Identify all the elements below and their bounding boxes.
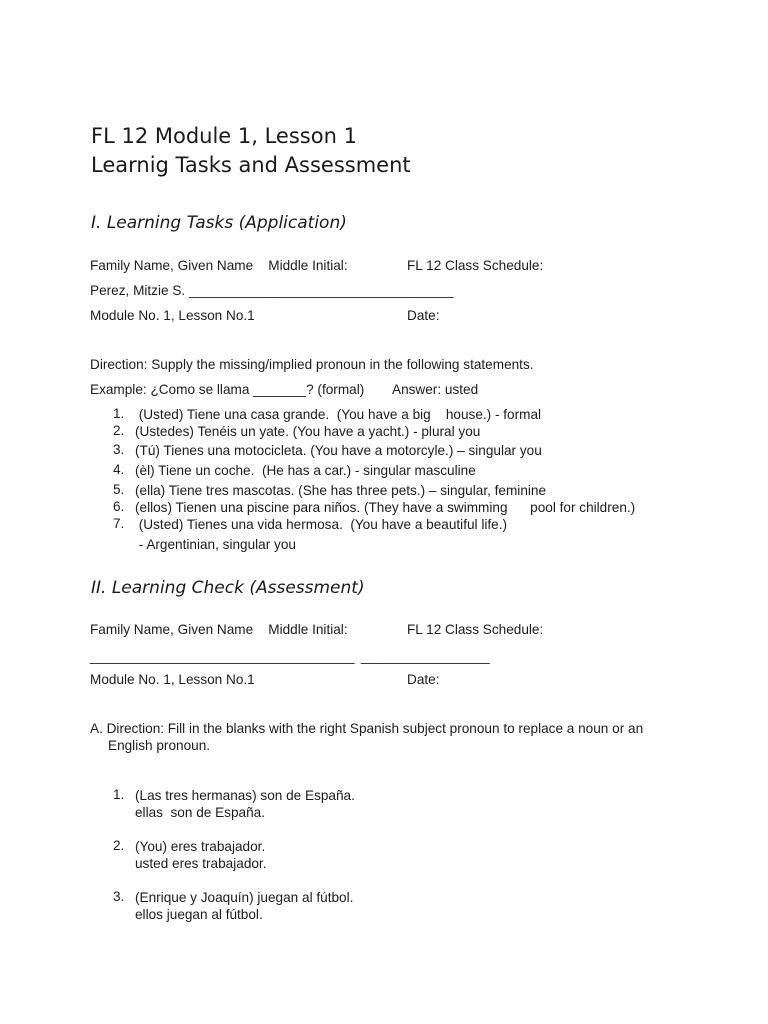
student-name: Perez, Mitzie S. ___________________________________ bbox=[90, 283, 454, 298]
list-item-text: (Ustedes) Tenéis un yate. (You have a yacht.) - plural you bbox=[135, 424, 481, 439]
list-item-number: 1. bbox=[113, 406, 125, 421]
page-title-line-2: Learnig Tasks and Assessment bbox=[91, 153, 411, 177]
list-item-text: (Usted) Tiene una casa grande. (You have a big house.) - formal bbox=[135, 407, 542, 422]
direction-text-continuation: English pronoun. bbox=[108, 738, 211, 753]
direction-text: A. Direction: Fill in the blanks with the right Spanish subject pronoun to replace a noun or an bbox=[90, 721, 644, 736]
schedule-label: FL 12 Class Schedule: bbox=[407, 258, 544, 273]
list-item-text: (Tú) Tienes una motocicleta. (You have a motorcyle.) – singular you bbox=[135, 443, 542, 458]
list-item-number: 1. bbox=[113, 787, 125, 802]
list-item-text: (Usted) Tienes una vida hermosa. (You have a beautiful life.) bbox=[135, 517, 508, 532]
question-text: (Enrique y Joaquín) juegan al fútbol. bbox=[135, 890, 354, 905]
list-item-number: 4. bbox=[113, 462, 125, 477]
module-label: Module No. 1, Lesson No.1 bbox=[90, 308, 255, 323]
list-item-number: 2. bbox=[113, 838, 125, 853]
name-header: Family Name, Given Name Middle Initial: bbox=[90, 258, 348, 273]
initial-blank: _________________ bbox=[361, 649, 490, 664]
page-title-line-1: FL 12 Module 1, Lesson 1 bbox=[91, 124, 357, 148]
section-1-heading: I. Learning Tasks (Application) bbox=[91, 213, 347, 233]
list-item-text: (èl) Tiene un coche. (He has a car.) - singular masculine bbox=[135, 463, 476, 478]
question-text: (You) eres trabajador. bbox=[135, 839, 266, 854]
question-text: (Las tres hermanas) son de España. bbox=[135, 788, 355, 803]
date-label: Date: bbox=[407, 672, 440, 687]
module-label: Module No. 1, Lesson No.1 bbox=[90, 672, 255, 687]
answer-text: ellos juegan al fútbol. bbox=[135, 907, 263, 922]
date-label: Date: bbox=[407, 308, 440, 323]
example-text: Example: ¿Como se llama _______? (formal) bbox=[90, 382, 365, 397]
list-item-number: 3. bbox=[113, 442, 125, 457]
list-item-number: 5. bbox=[113, 482, 125, 497]
schedule-label: FL 12 Class Schedule: bbox=[407, 622, 544, 637]
list-item-continuation: - Argentinian, singular you bbox=[135, 537, 296, 552]
list-item-number: 2. bbox=[113, 423, 125, 438]
answer-text: usted eres trabajador. bbox=[135, 856, 267, 871]
name-header: Family Name, Given Name Middle Initial: bbox=[90, 622, 348, 637]
example-answer: Answer: usted bbox=[392, 382, 479, 397]
list-item-text: (ella) Tiene tres mascotas. (She has three pets.) – singular, feminine bbox=[135, 483, 547, 498]
name-blank: ___________________________________ bbox=[90, 649, 355, 664]
list-item-number: 7. bbox=[113, 516, 125, 531]
section-2-heading: II. Learning Check (Assessment) bbox=[91, 578, 365, 598]
list-item-number: 3. bbox=[113, 889, 125, 904]
list-item-text: (ellos) Tienen una piscine para niños. (They have a swimming pool for children.) bbox=[135, 500, 636, 515]
direction-text: Direction: Supply the missing/implied pronoun in the following statements. bbox=[90, 357, 534, 372]
answer-text: ellas son de España. bbox=[135, 805, 265, 820]
list-item-number: 6. bbox=[113, 499, 125, 514]
